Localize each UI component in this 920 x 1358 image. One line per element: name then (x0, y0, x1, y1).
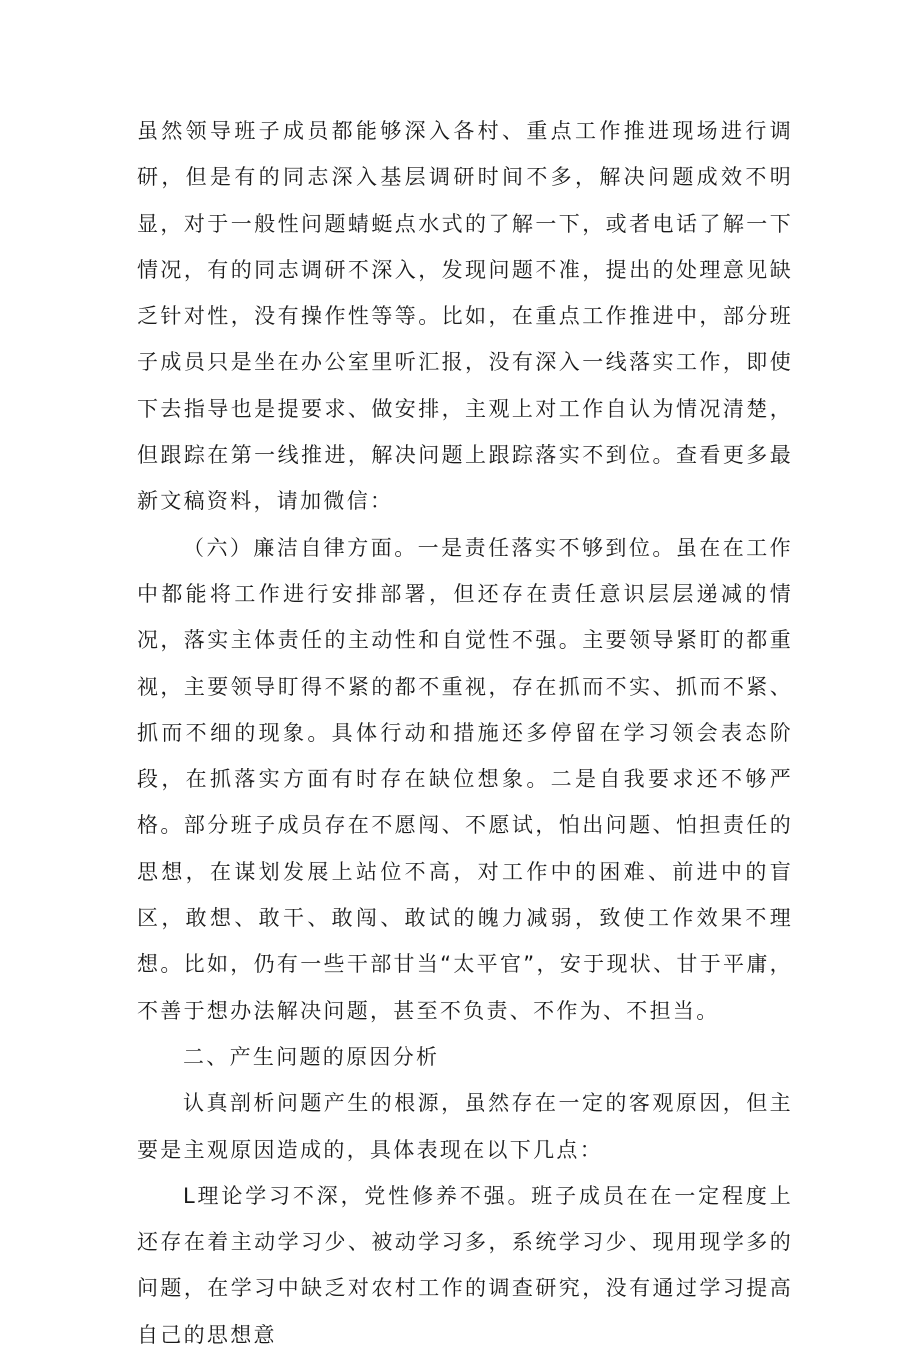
paragraph-integrity-self-discipline: （六）廉洁自律方面。一是责任落实不够到位。虽在在工作中都能将工作进行安排部署，但还存在责任意识层层递减的情况，落实主体责任的主动性和自觉性不强。主要领导紧盯的都重视，主要领导盯得不紧的都不重视，存在抓而不实、抓而不紧、抓而不细的现象。具体行动和措施还多停留在学习领会表态阶段，在抓落实方面有时存在缺位想象。二是自我要求还不够严格。部分班子成员存在不愿闯、不愿试，怕出问题、怕担责任的思想，在谋划发展上站位不高，对工作中的困难、前进中的盲区，敢想、敢干、敢闯、敢试的魄力减弱，致使工作效果不理想。比如，仍有一些干部甘当“太平官”，安于现状、甘于平庸，不善于想办法解决问题，甚至不负责、不作为、不担当。 (137, 535, 793, 1023)
paragraph-research-issues: 虽然领导班子成员都能够深入各村、重点工作推进现场进行调研，但是有的同志深入基层调研时间不多，解决问题成效不明显，对于一般性问题蜻蜓点水式的了解一下，或者电话了解一下情况，有的同志调研不深入，发现问题不准，提出的处理意见缺乏针对性，没有操作性等等。比如，在重点工作推进中，部分班子成员只是坐在办公室里听汇报，没有深入一线落实工作，即使下去指导也是提要求、做安排，主观上对工作自认为情况清楚，但跟踪在第一线推进，解决问题上跟踪落实不到位。查看更多最新文稿资料，请加微信： (137, 119, 793, 514)
paragraph-theory-study: L理论学习不深，党性修养不强。班子成员在在一定程度上还存在着主动学习少、被动学习多，系统学习少、现用现学多的问题，在学习中缺乏对农村工作的调查研究，没有通过学习提高自己的思想意 (137, 1183, 793, 1347)
paragraph-root-cause-intro: 认真剖析问题产生的根源，虽然存在一定的客观原因，但主要是主观原因造成的，具体表现在以下几点： (137, 1091, 793, 1162)
section-heading-cause-analysis: 二、产生问题的原因分析 (183, 1044, 440, 1069)
document-body (137, 108, 793, 1358)
